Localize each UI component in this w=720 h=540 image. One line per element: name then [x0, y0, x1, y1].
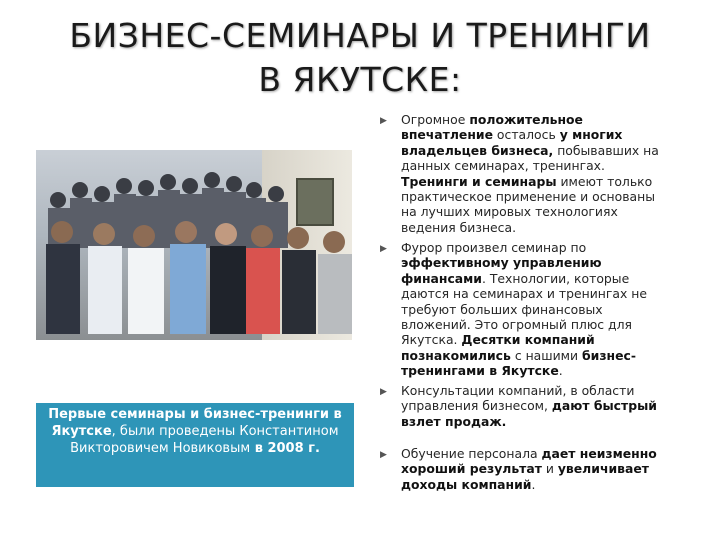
bullet-bold: дают быстрый взлет продаж. — [401, 398, 657, 429]
bullet-text — [401, 446, 659, 492]
bullet-part: осталось — [492, 127, 560, 143]
bullet-bold: положительное впечатление — [401, 112, 583, 143]
triangle-right-icon: ▶ — [380, 450, 387, 460]
title-line-2: В ЯКУТСКЕ: — [258, 60, 462, 99]
bullet-part: . — [531, 476, 536, 492]
bullet-part: с нашими — [510, 347, 582, 363]
caption-bold-1: Первые семинары и бизнес-тренинги в Якутске — [48, 407, 342, 439]
bullet-text — [401, 240, 659, 379]
title-line-1: БИЗНЕС-СЕМИНАРЫ И ТРЕНИНГИ — [69, 16, 651, 55]
triangle-right-icon: ▶ — [380, 387, 387, 397]
bullet-part: имеют только практическое применение и основаны на лучших мировых технологиях ведения бизнеса. — [401, 173, 655, 235]
bullet-part: и — [541, 461, 558, 477]
bullet-part: . Технологии, которые даются на семинарах и тренингах не требуют больших финансовых вложений. Это огромный плюс для Якутска. — [401, 270, 647, 348]
bullet-bold: Тренинги и семинары — [401, 173, 557, 189]
bullet-part: Консультации компаний, в области управления бизнесом, — [401, 383, 635, 414]
caption-text: , были проведены Константином Викторовичем Новиковым — [70, 424, 339, 456]
page-title — [0, 14, 720, 102]
bullet-part: Обучение персонала — [401, 446, 542, 461]
bullet-bold: дает неизменно хороший результат — [401, 446, 657, 477]
bullet-part: Фурор произвел семинар по — [401, 240, 587, 255]
photo-caption — [36, 403, 354, 487]
crowd-illustration — [36, 150, 352, 340]
group-photo — [36, 150, 352, 340]
triangle-right-icon: ▶ — [380, 116, 387, 126]
bullet-bold: Десятки компаний познакомились — [401, 332, 595, 363]
bullet-text — [401, 383, 659, 429]
bullet-bold: бизнес-тренингами в Якутске — [401, 347, 636, 379]
caption-bold-2: в 2008 г. — [250, 441, 320, 456]
bullet-bold: увеличивает доходы компаний — [401, 461, 649, 492]
bullet-bold: у многих владельцев бизнеса, — [401, 127, 623, 158]
bullet-part: . — [558, 363, 563, 379]
bullet-text — [401, 112, 659, 235]
bullet-part: побывавших на данных семинарах, тренингах. — [401, 142, 659, 174]
bullet-part: Огромное — [401, 112, 470, 127]
bullet-bold: эффективному управлению финансами — [401, 255, 602, 286]
triangle-right-icon: ▶ — [380, 244, 387, 254]
